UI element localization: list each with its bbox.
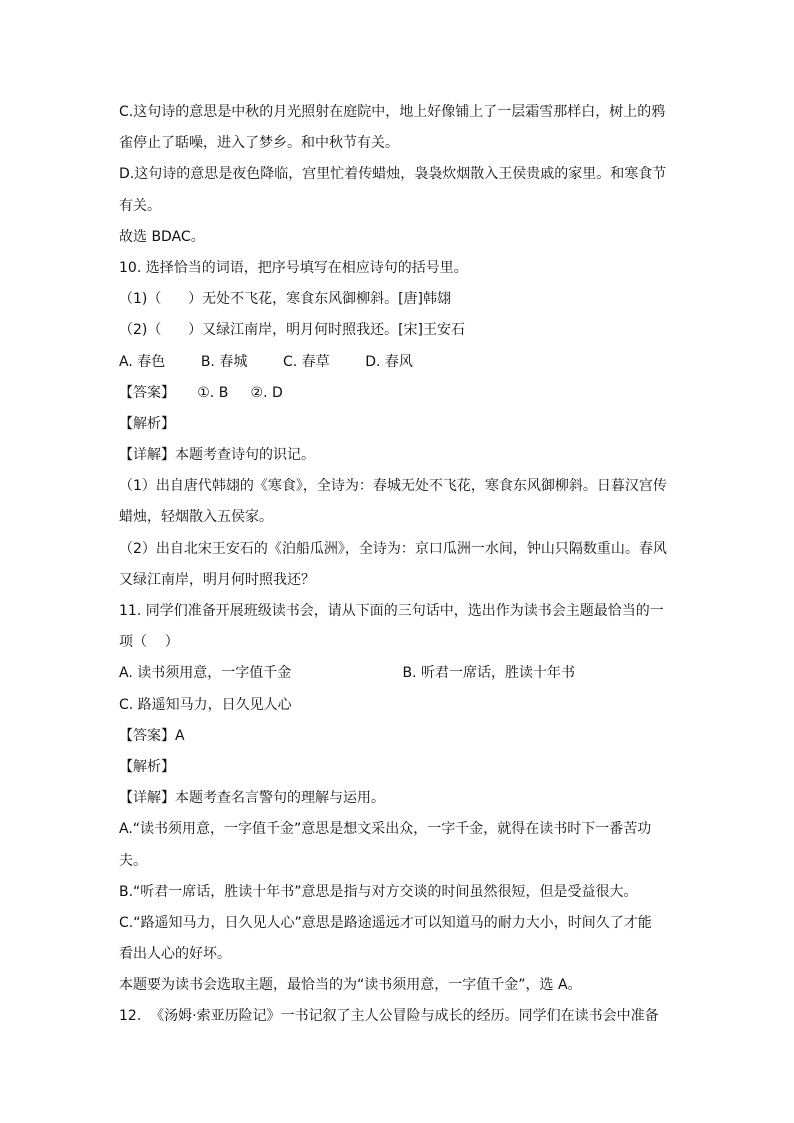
text-line: D.这句诗的意思是夜色降临，宫里忙着传蜡烛，袅袅炊烟散入王侯贵戚的家里。和寒食节 [119,166,667,183]
text-line: 又绿江南岸，明月何时照我还？ [119,571,315,588]
text-line: 【解析】 [119,758,175,775]
text-line: 本题要为读书会选取主题，最恰当的为“读书须用意，一字值千金”，选 A。 [119,977,582,994]
text-line: 故选 BDAC。 [119,228,205,245]
text-line: 【答案】 ①. B ②. D [119,384,283,401]
text-line: （2)（ ）又绿江南岸，明月何时照我还。[宋]王安石 [119,322,465,339]
text-line: 雀停止了聒噪，进入了梦乡。和中秋节有关。 [119,135,399,152]
text-line: 【详解】本题考查名言警句的理解与运用。 [119,790,385,807]
text-line: 蜡烛，轻烟散入五侯家。 [119,509,273,526]
text-line: A. 春色 B. 春城 C. 春草 D. 春风 [119,353,413,370]
text-line: 夫。 [119,852,147,869]
text-line: 有关。 [119,197,161,214]
text-line: B.“听君一席话，胜读十年书”意思是指与对方交谈的时间虽然很短，但是受益很大。 [119,883,638,900]
text-line: （1)（ ）无处不飞花，寒食东风御柳斜。[唐]韩翃 [119,291,451,308]
text-line: 【详解】本题考查诗句的识记。 [119,447,315,464]
text-line: C.这句诗的意思是中秋的月光照射在庭院中，地上好像铺上了一层霜雪那样白，树上的鸦 [119,104,666,120]
text-line: 【答案】A [119,727,185,744]
text-line: 【解析】 [119,415,175,432]
text-line: （2）出自北宋王安石的《泊船瓜洲》，全诗为：京口瓜洲一水间，钟山只隔数重山。春风 [119,540,667,557]
text-line: 看出人心的好坏。 [119,946,231,963]
text-line: 10. 选择恰当的词语，把序号填写在相应诗句的括号里。 [119,259,468,276]
text-line: 项（ ） [119,634,179,651]
text-line: A.“读书须用意，一字值千金”意思是想文采出众，一字千金，就得在读书时下一番苦功 [119,821,652,838]
document-page [119,97,689,1033]
text-line: 11. 同学们准备开展班级读书会，请从下面的三句话中，选出作为读书会主题最恰当的一 [119,603,664,619]
text-line: A. 读书须用意，一字值千金 B. 听君一席话，胜读十年书 [119,665,575,682]
text-line: C.“路遥知马力，日久见人心”意思是路途遥远才可以知道马的耐力大小，时间久了才能 [119,914,652,931]
text-line: 12. 《汤姆·索亚历险记》一书记叙了主人公冒险与成长的经历。同学们在读书会中准备 [119,1008,659,1025]
text-line: C. 路遥知马力，日久见人心 [119,696,292,713]
text-line: （1）出自唐代韩翃的《寒食》，全诗为：春城无处不飞花，寒食东风御柳斜。日暮汉宫传 [119,478,667,495]
